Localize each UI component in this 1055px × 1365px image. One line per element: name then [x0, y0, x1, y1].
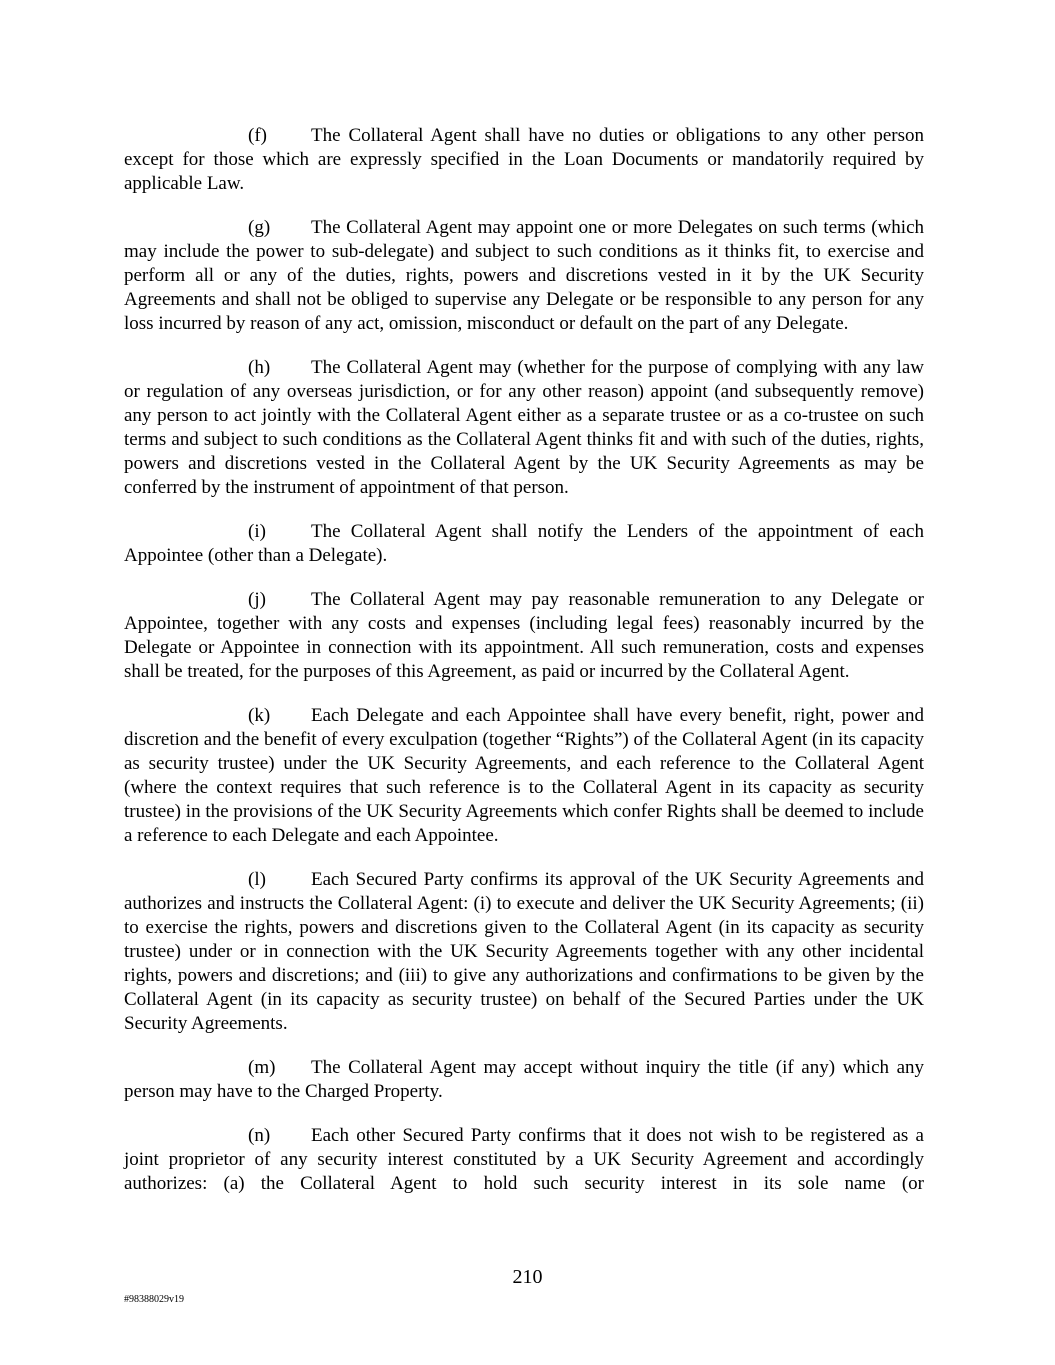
paragraph-n — [124, 1124, 924, 1196]
paragraph-i — [124, 520, 924, 568]
paragraph-text: Each Delegate and each Appointee shall have every benefit, right, power and discretion and the benefit of every exculpation (together “Rights”) of the Collateral Agent (in its capacity as security trustee) under the UK Security Agreements, and each reference to the Collateral Agent (where the context requires that such reference is to the Collateral Agent in its capacity as security trustee) in the provisions of the UK Security Agreements which confer Rights shall be deemed to include a reference to each Delegate and each Appointee. — [124, 705, 924, 846]
paragraph-label: (j) — [248, 589, 266, 610]
paragraph-label: (k) — [248, 705, 271, 726]
paragraph-label: (l) — [248, 869, 266, 890]
paragraph-label: (g) — [248, 217, 271, 238]
document-id: #98388029v19 — [124, 1294, 184, 1305]
document-body — [124, 124, 924, 1216]
paragraph-k — [124, 704, 924, 848]
paragraph-g — [124, 216, 924, 336]
paragraph-f — [124, 124, 924, 196]
paragraph-text: The Collateral Agent may appoint one or more Delegates on such terms (which may include the power to sub-delegate) and subject to such conditions as it thinks fit, to exercise and perform all or any of the duties, rights, powers and discretions vested in it by the UK Security Agreements and shall not be obliged to supervise any Delegate or be responsible to any person for any loss incurred by reason of any act, omission, misconduct or default on the part of any Delegate. — [124, 217, 924, 334]
paragraph-text: The Collateral Agent may (whether for the purpose of complying with any law or regulation of any overseas jurisdiction, or for any other reason) appoint (and subsequently remove) any person to act jointly with the Collateral Agent either as a separate trustee or as a co-trustee on such terms and subject to such conditions as the Collateral Agent thinks fit and with such of the duties, rights, powers and discretions vested in the Collateral Agent by the UK Security Agreements as may be conferred by the instrument of appointment of that person. — [124, 357, 924, 498]
paragraph-m — [124, 1056, 924, 1104]
paragraph-label: (i) — [248, 521, 266, 542]
paragraph-text: The Collateral Agent may pay reasonable remuneration to any Delegate or Appointee, together with any costs and expenses (including legal fees) reasonably incurred by the Delegate or Appointee in connection with its appointment. All such remuneration, costs and expenses shall be treated, for the purposes of this Agreement, as paid or incurred by the Collateral Agent. — [124, 589, 924, 682]
paragraph-label: (n) — [248, 1125, 271, 1146]
page-number: 210 — [512, 1266, 543, 1288]
paragraph-h — [124, 356, 924, 500]
paragraph-text: Each Secured Party confirms its approval of the UK Security Agreements and authorizes and instructs the Collateral Agent: (i) to execute and deliver the UK Security Agreements; (ii) to exercise the rights, powers and discretions given to the Collateral Agent (in its capacity as security trustee) under or in connection with the UK Security Agreements together with any other incidental rights, powers and discretions; and (iii) to give any authorizations and confirmations to be given by the Collateral Agent (in its capacity as security trustee) on behalf of the Secured Parties under the UK Security Agreements. — [124, 869, 924, 1034]
paragraph-text: Each other Secured Party confirms that it does not wish to be registered as a joint proprietor of any security interest constituted by a UK Security Agreement and accordingly authorizes: (a) the Collateral Agent to hold such security interest in its sole name (or — [124, 1125, 924, 1194]
paragraph-text: The Collateral Agent shall notify the Lenders of the appointment of each Appointee (other than a Delegate). — [124, 521, 924, 566]
paragraph-text: The Collateral Agent may accept without inquiry the title (if any) which any person may have to the Charged Property. — [124, 1057, 924, 1102]
paragraph-label: (h) — [248, 357, 271, 378]
paragraph-label: (f) — [248, 125, 267, 146]
paragraph-label: (m) — [248, 1057, 276, 1078]
paragraph-text: The Collateral Agent shall have no duties or obligations to any other person except for those which are expressly specified in the Loan Documents or mandatorily required by applicable Law. — [124, 125, 924, 194]
paragraph-l — [124, 868, 924, 1036]
paragraph-j — [124, 588, 924, 684]
